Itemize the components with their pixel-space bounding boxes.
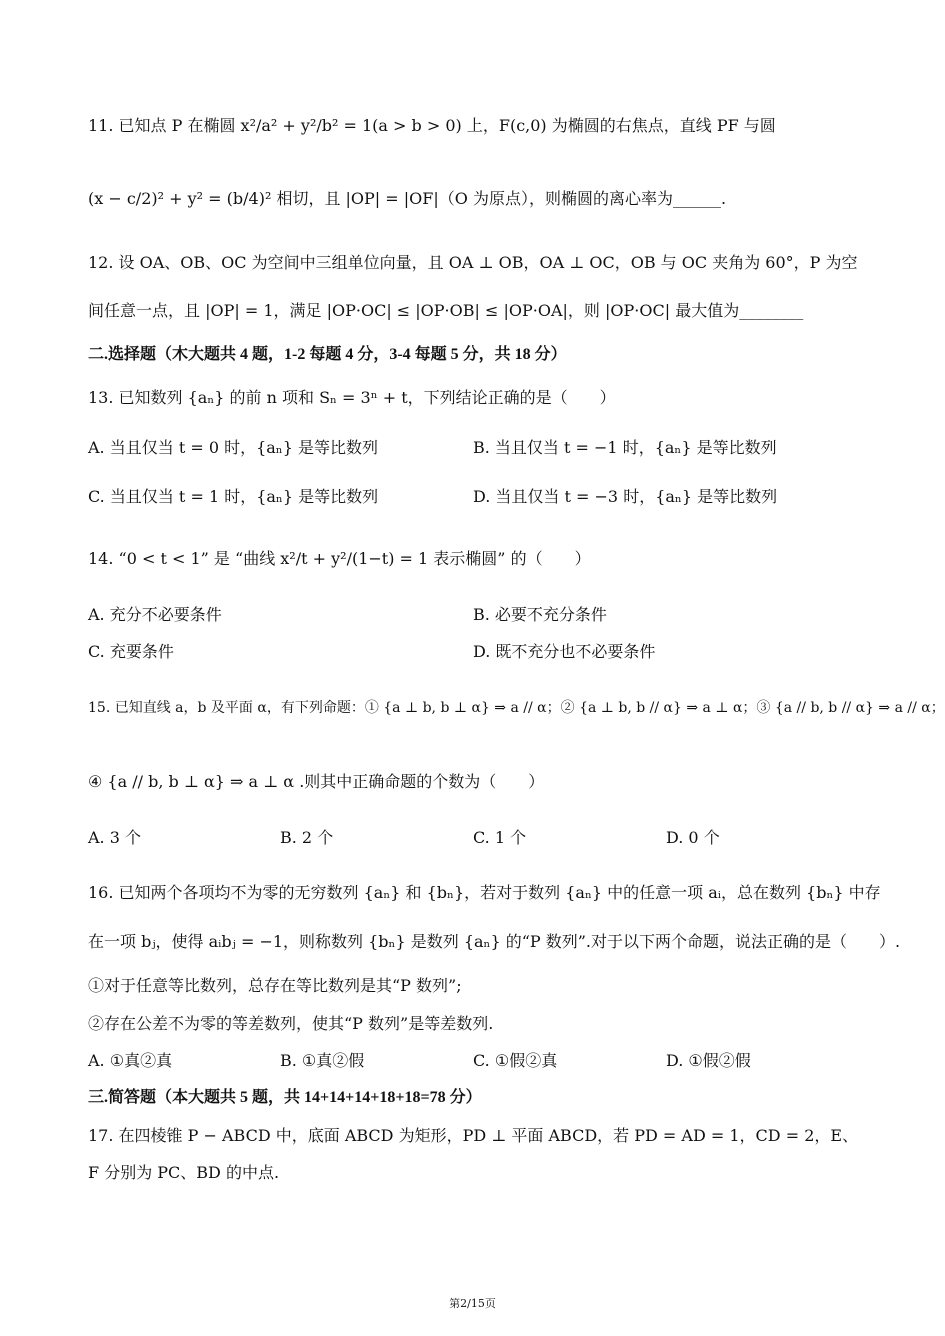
q13-stem: 13. 已知数列 {aₙ} 的前 n 项和 Sₙ = 3ⁿ + t，下列结论正确的是（ ） xyxy=(88,388,616,407)
q11-line2: (x − c/2)² + y² = (b/4)² 相切，且 |OP| = |OF|（O 为原点），则椭圆的离心率为______. xyxy=(88,189,727,208)
q12-line2: 间任意一点，且 |OP| = 1，满足 |OP·OC| ≤ |OP·OB| ≤ |OP·OA|，则 |OP·OC| 最大值为________ xyxy=(88,301,804,320)
q16-option-c: C. ①假②真 xyxy=(473,1051,558,1070)
q15-line1: 15. 已知直线 a，b 及平面 α，有下列命题：① {a ⊥ b, b ⊥ α} ⇒ a // α；② {a ⊥ b, b // α} ⇒ a ⊥ α；③ {a // b, b // α} ⇒ a // α； xyxy=(88,700,945,716)
q14-option-a: A. 充分不必要条件 xyxy=(88,605,222,624)
q16-statement-1: ①对于任意等比数列，总存在等比数列是其“P 数列”; xyxy=(88,976,462,995)
q16-option-d: D. ①假②假 xyxy=(666,1051,751,1070)
q15-option-a: A. 3 个 xyxy=(88,828,141,847)
q13-option-a: A. 当且仅当 t = 0 时，{aₙ} 是等比数列 xyxy=(88,438,378,457)
q13-option-b: B. 当且仅当 t = −1 时，{aₙ} 是等比数列 xyxy=(473,438,777,457)
q11-line1: 11. 已知点 P 在椭圆 x²/a² + y²/b² = 1(a > b > 0) 上，F(c,0) 为椭圆的右焦点，直线 PF 与圆 xyxy=(88,116,776,135)
q16-option-a: A. ①真②真 xyxy=(88,1051,173,1070)
section-2-heading: 二.选择题（木大题共 4 题，1-2 每题 4 分，3-4 每题 5 分，共 18 分） xyxy=(88,346,567,363)
page-number: 第2/15页 xyxy=(449,1297,496,1310)
q14-option-b: B. 必要不充分条件 xyxy=(473,605,607,624)
q13-option-d: D. 当且仅当 t = −3 时，{aₙ} 是等比数列 xyxy=(473,487,778,506)
q16-line2: 在一项 bⱼ，使得 aᵢbⱼ = −1，则称数列 {bₙ} 是数列 {aₙ} 的“P 数列”.对于以下两个命题，说法正确的是（ ）. xyxy=(88,932,901,951)
q15-line2: ④ {a // b, b ⊥ α} ⇒ a ⊥ α .则其中正确命题的个数为（ ） xyxy=(88,772,545,791)
q16-option-b: B. ①真②假 xyxy=(280,1051,365,1070)
q13-option-c: C. 当且仅当 t = 1 时，{aₙ} 是等比数列 xyxy=(88,487,379,506)
q16-statement-2: ②存在公差不为零的等差数列，使其“P 数列”是等差数列. xyxy=(88,1014,494,1033)
q14-option-d: D. 既不充分也不必要条件 xyxy=(473,642,656,661)
q14-option-c: C. 充要条件 xyxy=(88,642,174,661)
section-3-heading: 三.简答题（本大题共 5 题，共 14+14+14+18+18=78 分） xyxy=(88,1089,482,1106)
q16-line1: 16. 已知两个各项均不为零的无穷数列 {aₙ} 和 {bₙ}，若对于数列 {aₙ} 中的任意一项 aᵢ，总在数列 {bₙ} 中存 xyxy=(88,883,881,902)
q15-option-b: B. 2 个 xyxy=(280,828,334,847)
q15-option-c: C. 1 个 xyxy=(473,828,527,847)
q15-option-d: D. 0 个 xyxy=(666,828,720,847)
q17-line1: 17. 在四棱锥 P − ABCD 中，底面 ABCD 为矩形，PD ⊥ 平面 ABCD，若 PD = AD = 1，CD = 2，E、 xyxy=(88,1126,859,1145)
q12-line1: 12. 设 OA、OB、OC 为空间中三组单位向量，且 OA ⊥ OB，OA ⊥ OC，OB 与 OC 夹角为 60°，P 为空 xyxy=(88,253,858,272)
q14-stem: 14. “0 < t < 1” 是 “曲线 x²/t + y²/(1−t) = 1 表示椭圆” 的（ ） xyxy=(88,549,591,568)
q17-line2: F 分别为 PC、BD 的中点. xyxy=(88,1163,280,1182)
